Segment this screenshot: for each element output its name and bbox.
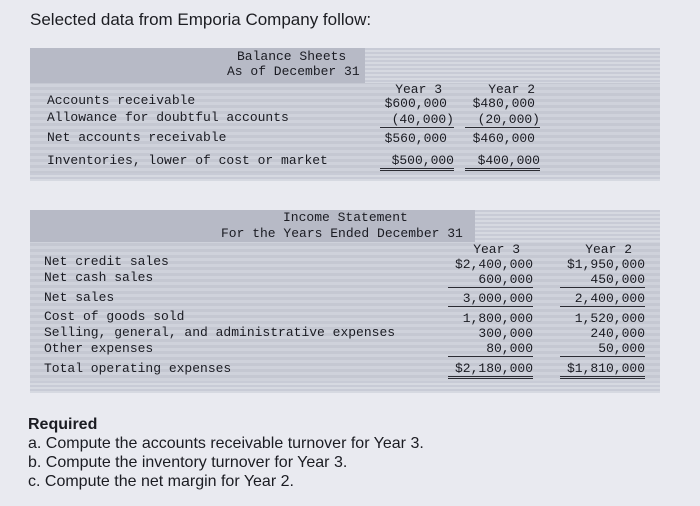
required-item-a: a. Compute the accounts receivable turnover for Year 3.	[28, 435, 424, 452]
balance-row-y2: $480,000	[472, 96, 535, 111]
income-row-label: Total operating expenses	[44, 361, 232, 376]
income-row-y3: 3,000,000	[448, 291, 533, 307]
income-header-band-right	[475, 210, 660, 242]
income-row-label: Net cash sales	[44, 270, 154, 285]
income-row-y2: 1,520,000	[574, 311, 645, 326]
income-row-label: Other expenses	[44, 341, 154, 356]
income-title: Income Statement	[283, 210, 408, 225]
income-row-y3: $2,180,000	[448, 361, 533, 379]
balance-row-label: Allowance for doubtful accounts	[47, 110, 289, 125]
income-row-y2: 240,000	[590, 326, 645, 341]
balance-row-label: Inventories, lower of cost or market	[47, 153, 328, 168]
income-col-year2: Year 2	[585, 242, 632, 257]
income-row-label: Net sales	[44, 290, 115, 305]
income-row-y3: 80,000	[448, 341, 533, 357]
income-row-label: Net credit sales	[44, 254, 169, 269]
income-row-y3: 600,000	[448, 272, 533, 288]
income-row-y2: 2,400,000	[560, 291, 645, 307]
balance-row-label: Net accounts receivable	[47, 130, 227, 145]
balance-col-year2: Year 2	[488, 82, 535, 97]
income-row-y3: $2,400,000	[454, 257, 533, 272]
balance-footer-band	[30, 173, 660, 181]
income-col-year3: Year 3	[473, 242, 520, 257]
intro-text: Selected data from Emporia Company follow:	[30, 10, 372, 29]
balance-row-label: Accounts receivable	[47, 93, 196, 108]
balance-row-y3: $600,000	[384, 96, 447, 111]
income-row-label: Cost of goods sold	[44, 309, 185, 324]
balance-row-y2: (20,000)	[465, 112, 540, 128]
income-row-y2: 450,000	[560, 272, 645, 288]
required-item-b: b. Compute the inventory turnover for Year 3.	[28, 454, 348, 471]
income-subtitle: For the Years Ended December 31	[221, 226, 463, 241]
income-row-y2: 50,000	[560, 341, 645, 357]
balance-row-y3: $560,000	[384, 131, 447, 146]
balance-col-year3: Year 3	[395, 82, 442, 97]
balance-row-y3: $500,000	[380, 153, 454, 171]
income-footer-band	[30, 381, 660, 393]
balance-row-y3: (40,000)	[380, 112, 454, 128]
income-row-y2: $1,810,000	[560, 361, 645, 379]
balance-row-y2: $460,000	[472, 131, 535, 146]
balance-subtitle: As of December 31	[227, 64, 360, 79]
income-row-y2: $1,950,000	[566, 257, 645, 272]
balance-header-band-right	[365, 48, 660, 83]
income-row-y3: 1,800,000	[462, 311, 533, 326]
required-item-c: c. Compute the net margin for Year 2.	[28, 473, 294, 490]
balance-row-y2: $400,000	[465, 153, 540, 171]
income-row-label: Selling, general, and administrative expenses	[44, 325, 396, 340]
income-row-y3: 300,000	[478, 326, 533, 341]
required-heading: Required	[28, 416, 98, 433]
balance-title: Balance Sheets	[237, 49, 347, 64]
